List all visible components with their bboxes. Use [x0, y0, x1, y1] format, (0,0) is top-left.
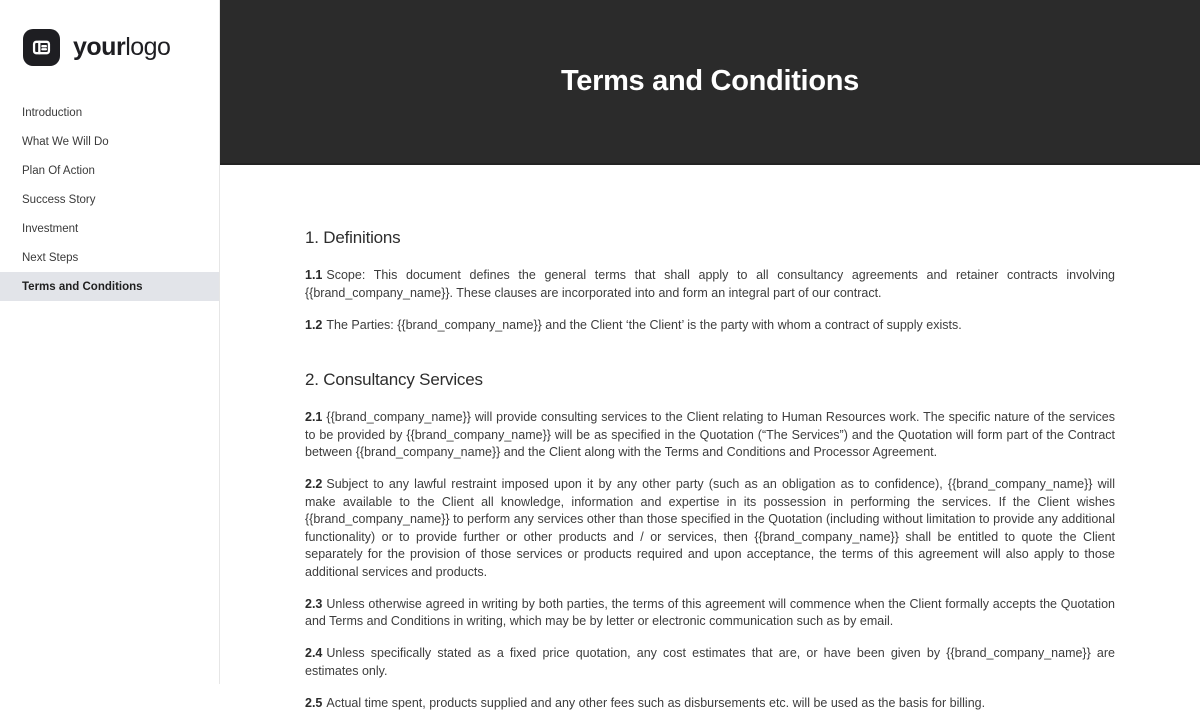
sidebar-item-investment[interactable] [0, 214, 219, 243]
layout-list-icon [23, 29, 60, 66]
main-area [220, 0, 1200, 710]
clause-number: 2.1 [305, 410, 323, 424]
clause-text: Actual time spent, products supplied and any other fees such as disbursements etc. will be used as the basis for billing. [326, 695, 986, 710]
sidebar-item-terms-and-conditions[interactable] [0, 272, 219, 301]
clause-number: 2.2 [305, 477, 323, 491]
logo [0, 0, 219, 66]
clause-text: The Parties: {{brand_company_name}} and the Client ‘the Client’ is the party with whom a contract of supply exists. [326, 317, 962, 332]
clause-paragraph [305, 476, 1115, 581]
sidebar-nav [0, 98, 219, 301]
sidebar-item-label: Introduction [22, 106, 83, 119]
clause-paragraph [305, 317, 1115, 335]
clause-paragraph [305, 596, 1115, 631]
clause-number: 2.5 [305, 695, 323, 710]
sidebar-item-label: Terms and Conditions [22, 280, 143, 293]
document-section [305, 370, 1115, 712]
sidebar-item-what-we-will-do[interactable] [0, 127, 219, 156]
clause-text: Unless otherwise agreed in writing by both parties, the terms of this agreement will commence when the Client formally accepts the Quotation and Terms and Conditions in writing, which may be by letter or electronic communication such as by email. [305, 596, 1115, 628]
document-content [220, 165, 1200, 727]
sidebar-item-introduction[interactable] [0, 98, 219, 127]
sidebar [0, 0, 220, 684]
clause-text: {{brand_company_name}} will provide consulting services to the Client relating to Human Resources work. The specific nature of the services to be provided by {{brand_company_name}} will be as specified in the Quotation (“The Services”) and the Quotation will form part of the Contract between {{brand_company_name}} and the Client along with the Terms and Conditions and Processor Agreement. [305, 410, 1115, 459]
clause-text: Unless specifically stated as a fixed price quotation, any cost estimates that are, or have been given by {{brand_company_name}} are estimates only. [305, 646, 1115, 678]
clause-number: 1.2 [305, 317, 323, 332]
sidebar-item-plan-of-action[interactable] [0, 156, 219, 185]
sidebar-item-success-story[interactable] [0, 185, 219, 214]
sidebar-item-next-steps[interactable] [0, 243, 219, 272]
clause-paragraph [305, 695, 1115, 713]
clause-text: Scope: This document defines the general terms that shall apply to all consultancy agreements and retainer contracts involving {{brand_company_name}}. These clauses are incorporated into and form an integral part of our contract. [305, 268, 1115, 300]
section-heading: 1. Definitions [305, 228, 401, 247]
clause-paragraph [305, 267, 1115, 302]
sidebar-item-label: Success Story [22, 193, 96, 206]
page-header [220, 0, 1200, 165]
logo-text: yourlogo [73, 33, 171, 61]
clause-text: Subject to any lawful restraint imposed upon it by any other party (such as an obligation as to confidence), {{brand_company_name}} will make available to the Client all knowledge, information and expertise in its possession in performing the services. If the Client wishes {{brand_company_name}} to perform any services other than those specified in the Quotation (including without limitation to provide any additional functionality) or to provide further or other products and / or services, then {{brand_company_name}} shall be entitled to quote the Client separately for the provision of those services or products required and upon acceptance, the terms of this agreement will also apply to those additional services and products. [305, 477, 1115, 579]
clause-number: 1.1 [305, 268, 323, 282]
clause-paragraph [305, 409, 1115, 462]
sidebar-item-label: Next Steps [22, 251, 79, 264]
section-heading: 2. Consultancy Services [305, 370, 483, 389]
clause-number: 2.3 [305, 596, 323, 611]
page-title: Terms and Conditions [561, 65, 859, 97]
sidebar-item-label: Plan Of Action [22, 164, 95, 177]
sidebar-item-label: What We Will Do [22, 135, 109, 148]
clause-number: 2.4 [305, 646, 323, 660]
sidebar-item-label: Investment [22, 222, 79, 235]
clause-paragraph [305, 645, 1115, 680]
document-section [305, 228, 1115, 334]
